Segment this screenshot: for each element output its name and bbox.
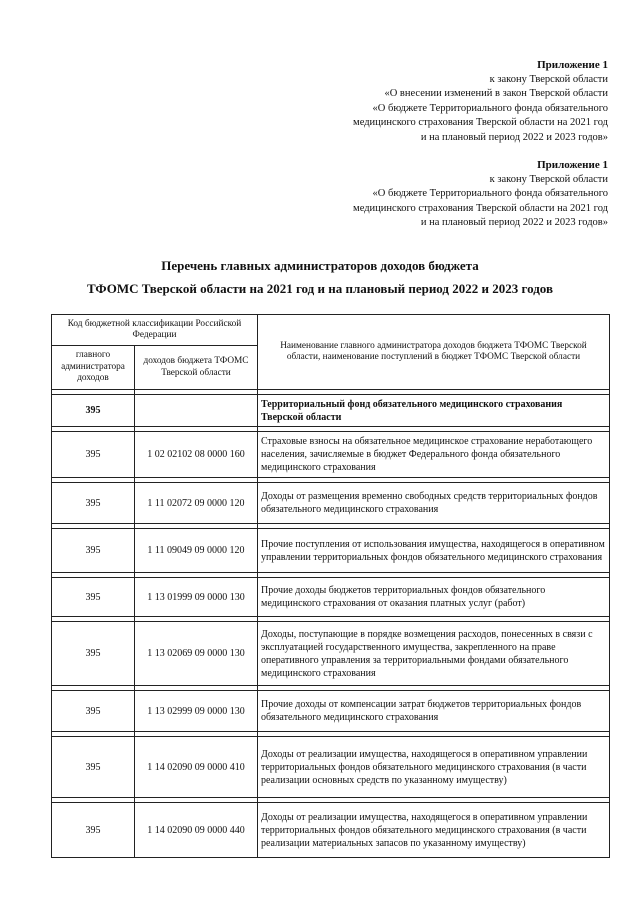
income-code-cell: 1 14 02090 09 0000 440 <box>135 803 258 858</box>
appendix-header-2 <box>353 158 608 231</box>
revenue-administrators-table <box>51 314 610 858</box>
admin-code-cell: 395 <box>52 691 135 732</box>
table-row <box>52 737 610 798</box>
income-code-cell: 1 11 09049 09 0000 120 <box>135 529 258 573</box>
appendix-line: к закону Тверской области <box>489 173 608 185</box>
appendix-line: и на плановый период 2022 и 2023 годов» <box>420 217 608 229</box>
appendix-line: к закону Тверской области <box>489 73 608 85</box>
table-row <box>52 432 610 478</box>
income-code-cell: 1 13 02069 09 0000 130 <box>135 622 258 686</box>
income-code-cell <box>135 395 258 427</box>
name-cell: Страховые взносы на обязательное медицинское страхование неработающего населения, зачисляемые в бюджет Федерального фонда обязательного медицинского страхования <box>258 432 610 478</box>
appendix-line: и на плановый период 2022 и 2023 годов» <box>420 131 608 143</box>
table-header-row <box>52 315 610 346</box>
admin-code-cell: 395 <box>52 803 135 858</box>
name-cell: Прочие поступления от использования имущества, находящегося в оперативном управлении территориальных фондов обязательного медицинского страхования <box>258 529 610 573</box>
appendix-title: Приложение 1 <box>537 159 608 171</box>
table-row <box>52 622 610 686</box>
income-code-cell: 1 11 02072 09 0000 120 <box>135 483 258 524</box>
name-cell: Прочие доходы от компенсации затрат бюджетов территориальных фондов обязательного медицинского страхования <box>258 691 610 732</box>
name-cell: Доходы от размещения временно свободных средств территориальных фондов обязательного медицинского страхования <box>258 483 610 524</box>
table-row-main-administrator <box>52 395 610 427</box>
name-cell: Доходы от реализации имущества, находящегося в оперативном управлении территориальных фондов обязательного медицинского страхования (в части реализации основных средств по указанному имуществу) <box>258 737 610 798</box>
appendix-line: «О внесении изменений в закон Тверской области <box>384 88 608 100</box>
table-row <box>52 483 610 524</box>
table-row <box>52 529 610 573</box>
admin-code-cell: 395 <box>52 395 135 427</box>
admin-code-cell: 395 <box>52 432 135 478</box>
appendix-header-1 <box>353 58 608 146</box>
admin-code-cell: 395 <box>52 578 135 617</box>
table-row <box>52 803 610 858</box>
admin-code-cell: 395 <box>52 483 135 524</box>
name-cell: Доходы от реализации имущества, находящегося в оперативном управлении территориальных фондов обязательного медицинского страхования (в части реализации материальных запасов по указанному имуществу) <box>258 803 610 858</box>
admin-code-cell: 395 <box>52 529 135 573</box>
appendix-line: «О бюджете Территориального фонда обязательного <box>372 102 608 114</box>
header-name-column: Наименование главного администратора доходов бюджета ТФОМС Тверской области, наименование поступлений в бюджет ТФОМС Тверской области <box>258 315 610 390</box>
document-title-line-2: ТФОМС Тверской области на 2021 год и на плановый период 2022 и 2023 годов <box>87 281 553 296</box>
header-admin-column: главного администратора доходов <box>52 346 135 390</box>
admin-code-cell: 395 <box>52 737 135 798</box>
name-cell: Территориальный фонд обязательного медицинского страхования Тверской области <box>258 395 610 427</box>
appendix-line: медицинского страхования Тверской области на 2021 год <box>353 117 608 129</box>
income-code-cell: 1 13 01999 09 0000 130 <box>135 578 258 617</box>
income-code-cell: 1 14 02090 09 0000 410 <box>135 737 258 798</box>
name-cell: Доходы, поступающие в порядке возмещения расходов, понесенных в связи с эксплуатацией государственного имущества, закрепленного на праве оперативного управления за территориальными фондами обязательного медицинского страхования <box>258 622 610 686</box>
income-code-cell: 1 02 02102 08 0000 160 <box>135 432 258 478</box>
appendix-title: Приложение 1 <box>537 59 608 71</box>
name-cell: Прочие доходы бюджетов территориальных фондов обязательного медицинского страхования от оказания платных услуг (работ) <box>258 578 610 617</box>
table-row <box>52 578 610 617</box>
header-budget-code-group: Код бюджетной классификации Российской Федерации <box>52 315 258 346</box>
appendix-line: медицинского страхования Тверской области на 2021 год <box>353 202 608 214</box>
admin-code-cell: 395 <box>52 622 135 686</box>
appendix-line: «О бюджете Территориального фонда обязательного <box>372 188 608 200</box>
document-title-line-1: Перечень главных администраторов доходов бюджета <box>161 258 479 273</box>
table-row <box>52 691 610 732</box>
header-income-column: доходов бюджета ТФОМС Тверской области <box>135 346 258 390</box>
income-code-cell: 1 13 02999 09 0000 130 <box>135 691 258 732</box>
